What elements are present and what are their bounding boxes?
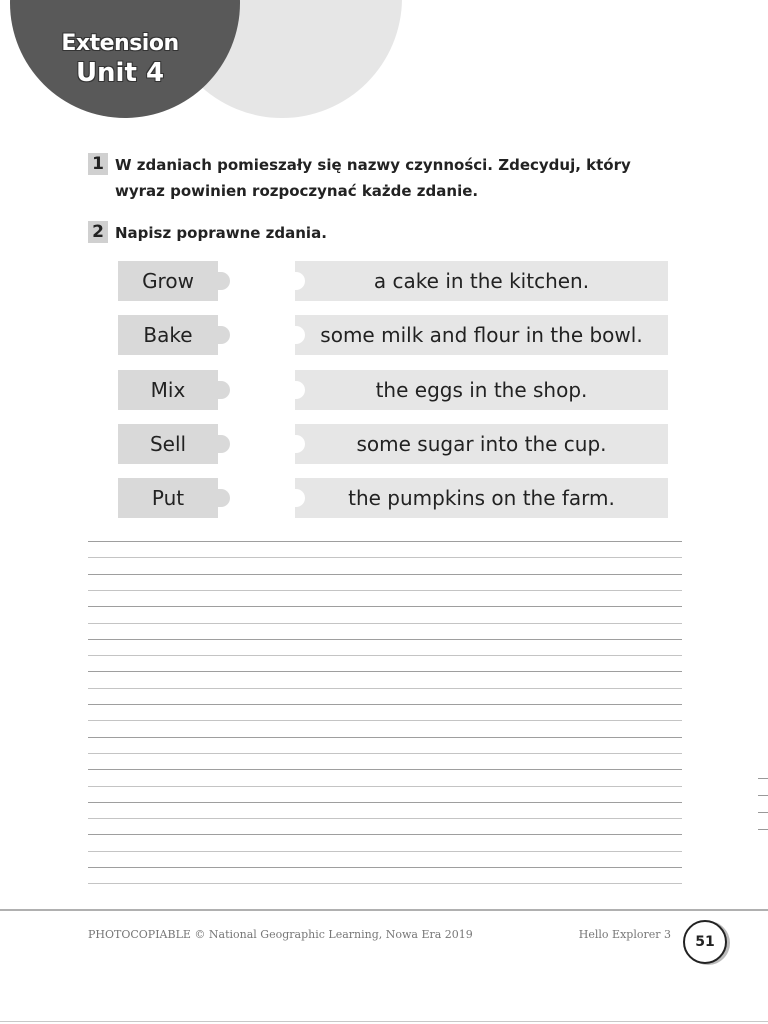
- phrase-piece: a cake in the kitchen.: [295, 261, 668, 301]
- writing-line[interactable]: [88, 623, 682, 624]
- writing-line[interactable]: [88, 688, 682, 689]
- writing-line[interactable]: [88, 786, 682, 787]
- writing-line[interactable]: [88, 704, 682, 705]
- task-number: 1: [88, 153, 108, 175]
- task-2: [88, 220, 668, 246]
- margin-marks: [758, 778, 768, 846]
- phrase-piece: some milk and flour in the bowl.: [295, 315, 668, 355]
- writing-line[interactable]: [88, 541, 682, 542]
- extension-label: Extension: [61, 31, 179, 56]
- phrase-piece: some sugar into the cup.: [295, 424, 668, 464]
- phrase-piece: the eggs in the shop.: [295, 370, 668, 410]
- book-title: Hello Explorer 3: [578, 928, 671, 941]
- task-instruction: Napisz poprawne zdania.: [115, 224, 327, 242]
- writing-line[interactable]: [88, 753, 682, 754]
- writing-line[interactable]: [88, 720, 682, 721]
- verb-piece: Mix: [118, 370, 218, 410]
- writing-line[interactable]: [88, 574, 682, 575]
- writing-line[interactable]: [88, 639, 682, 640]
- task-number: 2: [88, 221, 108, 243]
- writing-line[interactable]: [88, 655, 682, 656]
- copyright-notice: PHOTOCOPIABLE © National Geographic Learning, Nowa Era 2019: [88, 928, 473, 941]
- task-1: [88, 152, 668, 204]
- verb-piece: Bake: [118, 315, 218, 355]
- verb-piece: Sell: [118, 424, 218, 464]
- writing-line[interactable]: [88, 671, 682, 672]
- writing-line[interactable]: [88, 769, 682, 770]
- writing-line[interactable]: [88, 737, 682, 738]
- writing-line[interactable]: [88, 818, 682, 819]
- writing-line[interactable]: [88, 851, 682, 852]
- puzzle-row: [118, 261, 668, 301]
- puzzle-row: [118, 370, 668, 410]
- writing-line[interactable]: [88, 883, 682, 884]
- page-number: 51: [683, 920, 727, 964]
- unit-label: Unit 4: [75, 58, 165, 88]
- puzzle-row: [118, 424, 668, 464]
- task-instruction: W zdaniach pomieszały się nazwy czynności. Zdecyduj, który wyraz powinien rozpoczynać każde zdanie.: [115, 156, 631, 200]
- writing-line[interactable]: [88, 606, 682, 607]
- footer-divider: [0, 909, 768, 911]
- page-bottom-edge: [0, 1021, 768, 1022]
- writing-line[interactable]: [88, 802, 682, 803]
- verb-piece: Put: [118, 478, 218, 518]
- verb-piece: Grow: [118, 261, 218, 301]
- writing-line[interactable]: [88, 867, 682, 868]
- writing-line[interactable]: [88, 557, 682, 558]
- unit-heading: [40, 30, 200, 88]
- writing-line[interactable]: [88, 590, 682, 591]
- phrase-piece: the pumpkins on the farm.: [295, 478, 668, 518]
- writing-line[interactable]: [88, 834, 682, 835]
- puzzle-row: [118, 478, 668, 518]
- puzzle-row: [118, 315, 668, 355]
